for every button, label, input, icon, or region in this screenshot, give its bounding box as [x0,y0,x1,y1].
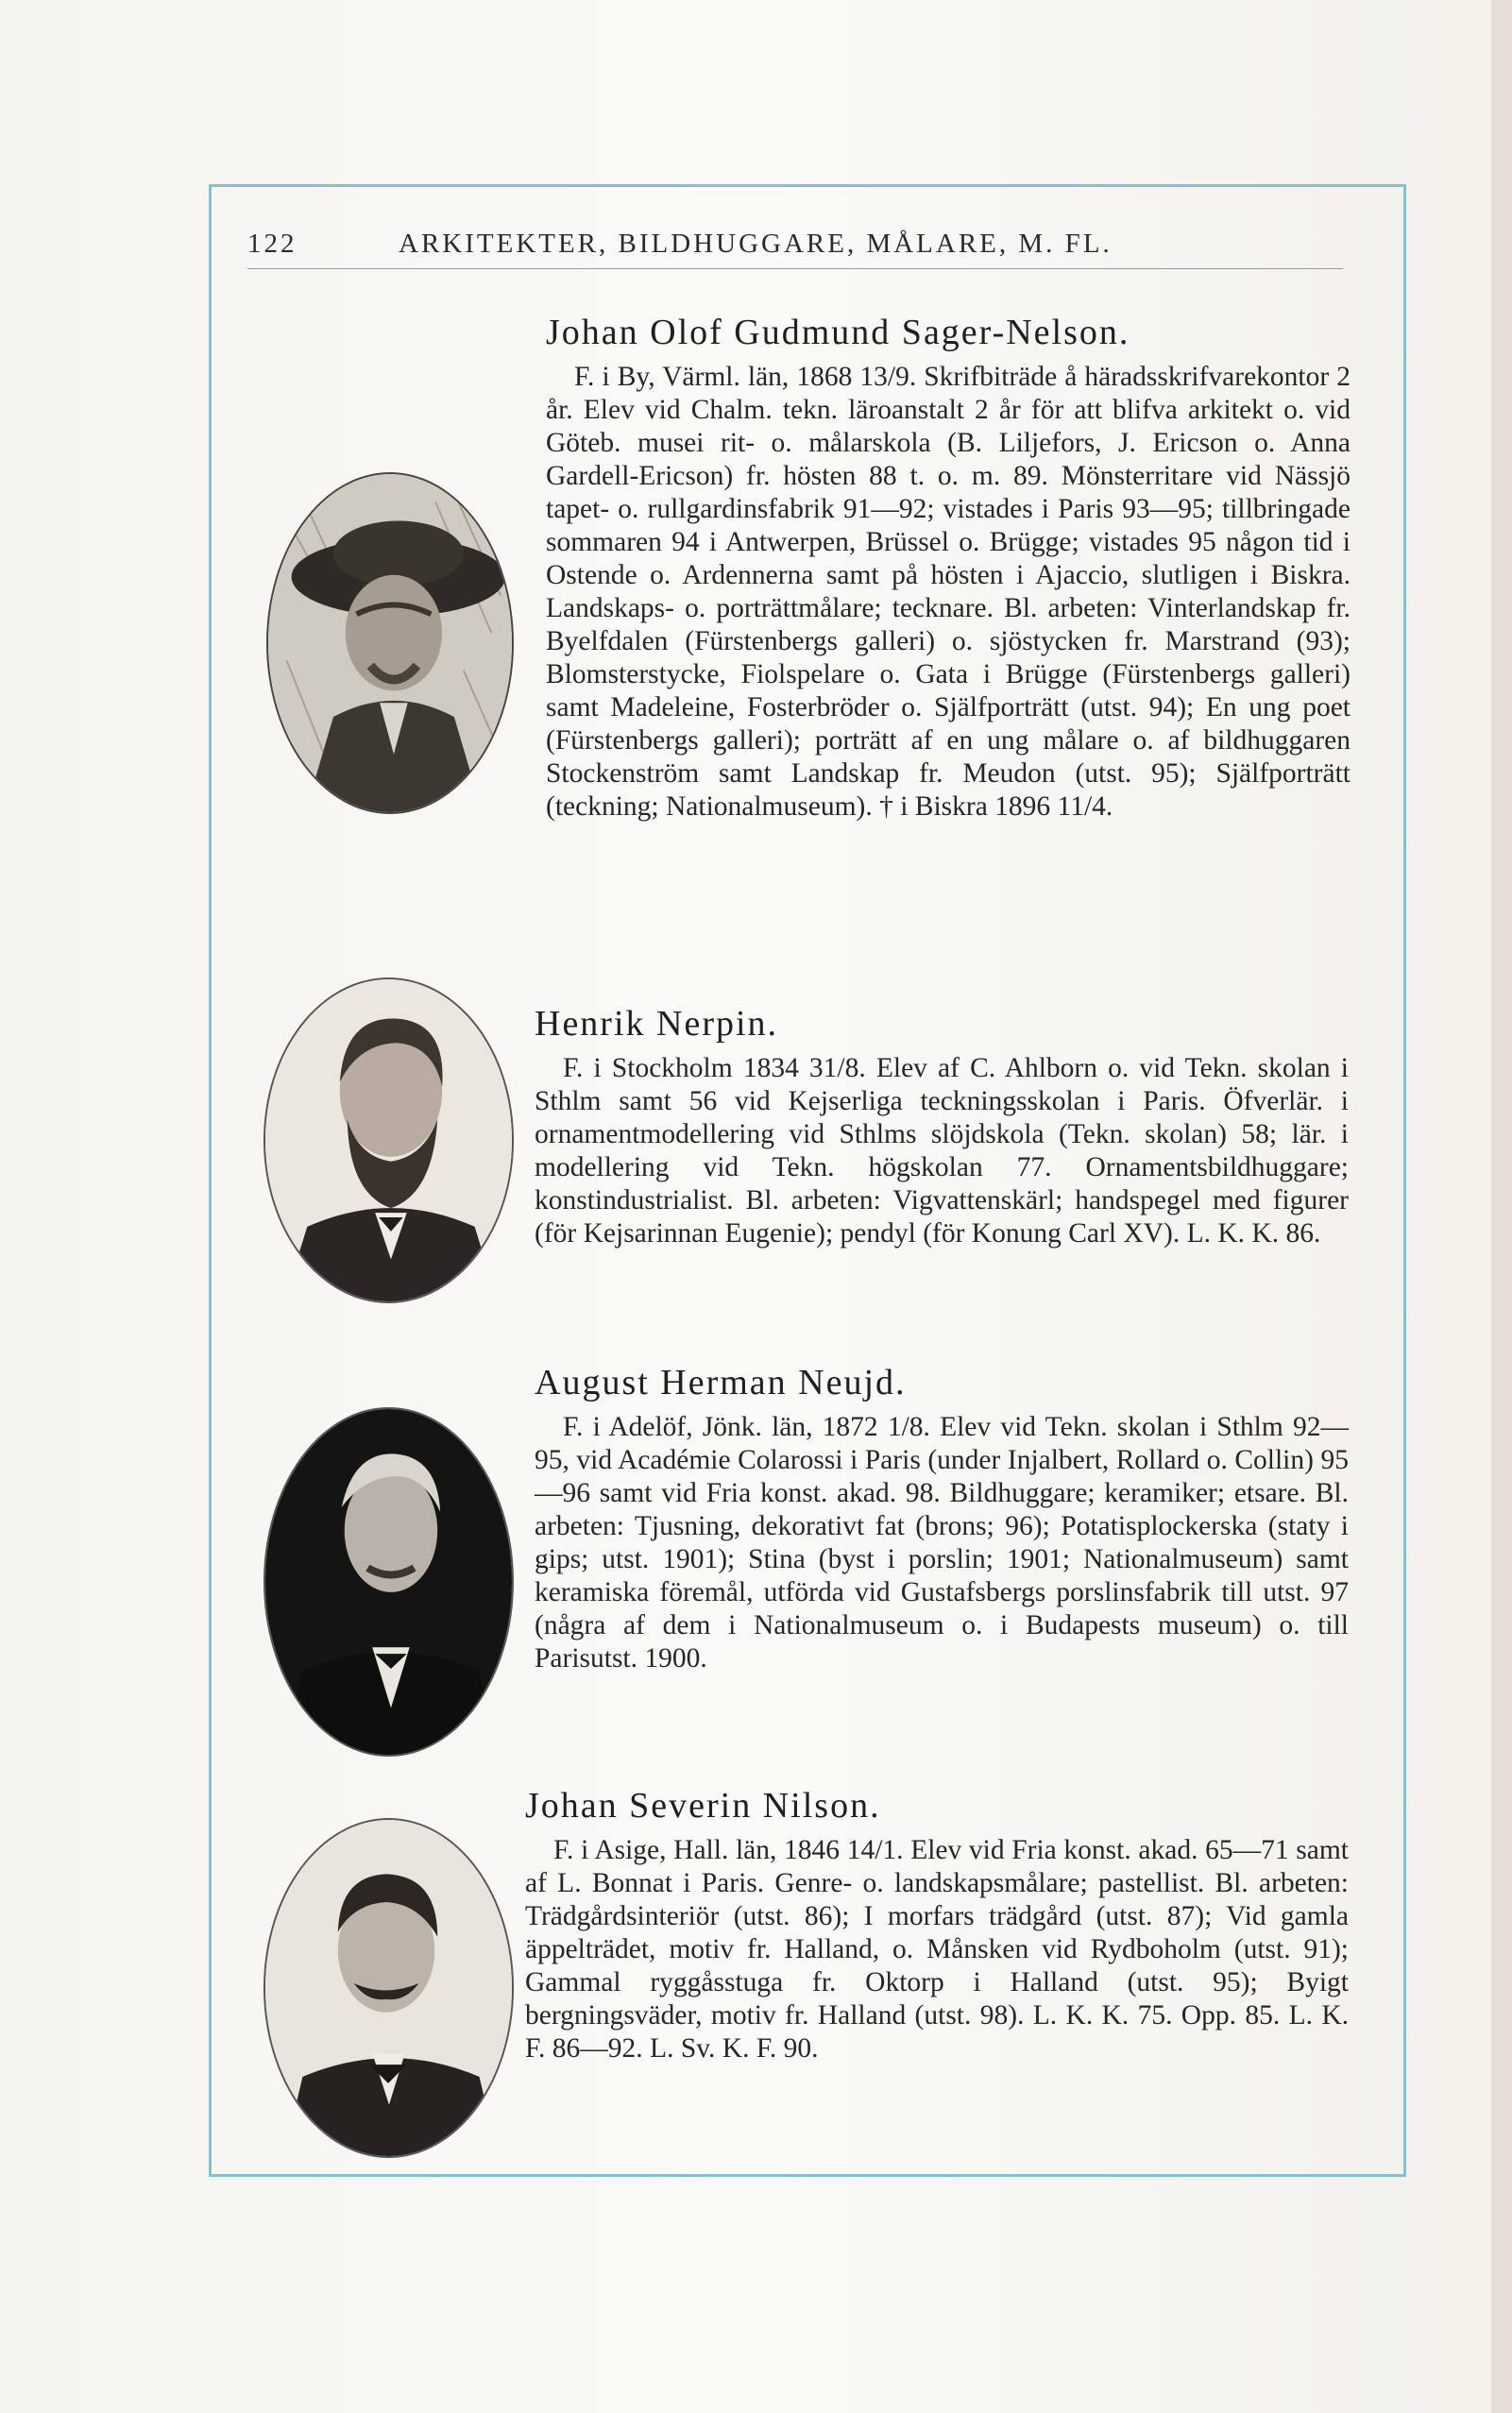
portrait-nilson [263,1818,514,2158]
entry-bio: F. i Asige, Hall. län, 1846 14/1. Elev vid Fria konst. akad. 65—71 samt af L. Bonnat i Paris. Genre- o. landskapsmålare; pastellist. Bl. arbeten: Trädgårdsinteriör (utst. 86); I morfars trädgård (utst. 87); Vid gamla äppelträdet, motiv fr. Halland, o. Månsken vid Rydboholm (utst. 91); Gammal ryggåsstuga fr. Oktorp i Halland (utst. 95); Byigt bergningsväder, motiv fr. Halland (utst. 98). L. K. K. 75. Opp. 85. L. K. F. 86—92. L. Sv. K. F. 90. [525,1835,1349,2064]
entry-nerpin [535,1003,1349,1250]
entry-sager-nelson [546,312,1351,824]
entry-name: August Herman Neujd. [535,1363,907,1402]
page-number: 122 [247,229,297,259]
entry-name: Henrik Nerpin. [535,1004,779,1044]
entry-bio: F. i Stockholm 1834 31/8. Elev af C. Ahlborn o. vid Tekn. skolan i Sthlm samt 56 vid Kejserliga teckningsskolan i Paris. Öfverlär. i ornamentmodellering vid Sthlms slöjdskola (Tekn. skolan) 58; lär. i modellering vid Tekn. högskolan 77. Ornamentsbildhuggare; konstindustrialist. Bl. arbeten: Vigvattenskärl; handspegel med figurer (för Kejsarinnan Eugenie); pendyl (för Konung Carl XV). L. K. K. 86. [535,1053,1349,1249]
entry-name: Johan Olof Gudmund Sager-Nelson. [546,313,1130,352]
portrait-neujd [263,1407,514,1757]
running-title: ARKITEKTER, BILDHUGGARE, MÅLARE, M. FL. [399,229,1113,259]
entry-name: Johan Severin Nilson. [525,1786,881,1826]
portrait-nerpin [263,977,514,1303]
entry-neujd [535,1362,1349,1675]
header-rule [247,268,1343,269]
running-header [247,223,1343,270]
portrait-sager-nelson [266,472,514,814]
entry-nilson [525,1785,1349,2065]
page-edge [1491,0,1512,2413]
entry-bio: F. i Adelöf, Jönk. län, 1872 1/8. Elev vid Tekn. skolan i Sthlm 92—95, vid Académie Colarossi i Paris (under Injalbert, Rollard o. Collin) 95—96 samt vid Fria konst. akad. 98. Bildhuggare; keramiker; etsare. Bl. arbeten: Tjusning, dekorativt fat (brons; 96); Potatisplockerska (staty i gips; utst. 1901); Stina (byst i porslin; 1901; Nationalmuseum) samt keramiska föremål, utförda vid Gustafsbergs porslinsfabrik till utst. 97 (några af dem i Nationalmuseum o. i Budapests museum) o. till Parisutst. 1900. [535,1412,1349,1674]
entry-bio: F. i By, Värml. län, 1868 13/9. Skrifbiträde å häradsskrifvarekontor 2 år. Elev vid Chalm. tekn. läroanstalt 2 år för att blifva arkitekt o. vid Göteb. musei rit- o. målarskola (B. Liljefors, J. Ericson o. Anna Gardell-Ericson) fr. hösten 88 t. o. m. 89. Mönsterritare vid Nässjö tapet- o. rullgardinsfabrik 91—92; vistades i Paris 93—95; tillbringade sommaren 94 i Antwerpen, Brüssel o. Brügge; vistades 95 någon tid i Ostende o. Ardennerna samt på hösten i Ajaccio, slutligen i Biskra. Landskaps- o. porträttmålare; tecknare. Bl. arbeten: Vinterlandskap fr. Byelfdalen (Fürstenbergs galleri) o. sjöstycken fr. Marstrand (93); Blomsterstycke, Fiolspelare o. Gata i Brügge (Fürstenbergs galleri) samt Madeleine, Fosterbröder o. Själfporträtt (utst. 94); En ung poet (Fürstenbergs galleri); porträtt af en ung målare o. af bildhuggaren Stockenström samt Landskap fr. Meudon (utst. 95); Själfporträtt (teckning; Nationalmuseum). † i Biskra 1896 11/4. [546,362,1351,822]
